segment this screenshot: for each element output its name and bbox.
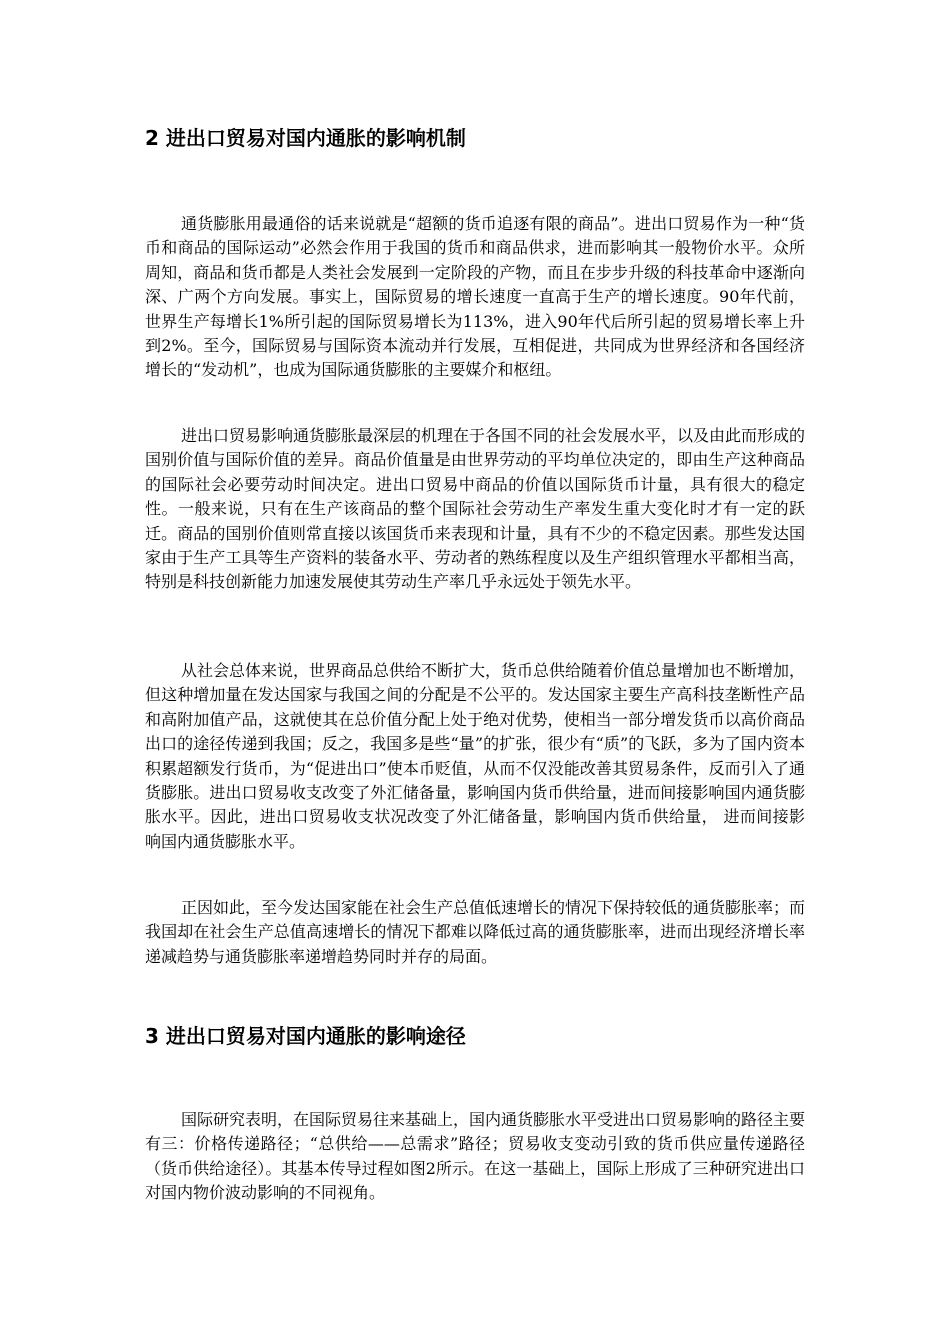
section-2-paragraph-4: 正因如此，至今发达国家能在社会生产总值低速增长的情况下保持较低的通货膨胀率；而我国却在社会生产总值高速增长的情况下都难以降低过高的通货膨胀率，进而出现经济增长率递减趋势与通货膨胀率递增趋势同时并存的局面。 bbox=[145, 898, 806, 966]
section-heading-2: 2 进出口贸易对国内通胀的影响机制 bbox=[145, 126, 466, 150]
section-2-paragraph-3: 从社会总体来说，世界商品总供给不断扩大，货币总供给随着价值总量增加也不断增加，但这种增加量在发达国家与我国之间的分配是不公平的。发达国家主要生产高科技垄断性产品和高附加值产品，这就使其在总价值分配上处于绝对优势，使相当一部分增发货币以高价商品出口的途径传递到我国；反之，我国多是些“量”的扩张，很少有“质”的飞跃，多为了国内资本积累超额发行货币，为“促进出口”使本币贬值，从而不仅没能改善其贸易条件，反而引入了通货膨胀。进出口贸易收支改变了外汇储备量，影响国内货币供给量，进而间接影响国内通货膨胀水平。因此，进出口贸易收支状况改变了外汇储备量，影响国内货币供给量， 进而间接影响国内通货膨胀水平。 bbox=[145, 661, 806, 851]
section-2-paragraph-2: 进出口贸易影响通货膨胀最深层的机理在于各国不同的社会发展水平，以及由此而形成的国别价值与国际价值的差异。商品价值量是由世界劳动的平均单位决定的，即由生产这种商品的国际社会必要劳动时间决定。进出口贸易中商品的价值以国际货币计量，具有很大的稳定性。一般来说，只有在生产该商品的整个国际社会劳动生产率发生重大变化时才有一定的跃迁。商品的国别价值则常直接以该国货币来表现和计量，具有不少的不稳定因素。那些发达国家由于生产工具等生产资料的装备水平、劳动者的熟练程度以及生产组织管理水平都相当高，特别是科技创新能力加速发展使其劳动生产率几乎永远处于领先水平。 bbox=[145, 426, 806, 592]
section-heading-3: 3 进出口贸易对国内通胀的影响途径 bbox=[145, 1024, 466, 1048]
section-2-paragraph-1: 通货膨胀用最通俗的话来说就是“超额的货币追逐有限的商品”。进出口贸易作为一种“货币和商品的国际运动”必然会作用于我国的货币和商品供求，进而影响其一般物价水平。众所周知，商品和货币都是人类社会发展到一定阶段的产物，而且在步步升级的科技革命中逐渐向深、广两个方向发展。事实上，国际贸易的增长速度一直高于生产的增长速度。90年代前，世界生产每增长1%所引起的国际贸易增长为113%，进入90年代后所引起的贸易增长率上升到2%。至今，国际贸易与国际资本流动并行发展，互相促进，共同成为世界经济和各国经济增长的“发动机”，也成为国际通货膨胀的主要媒介和枢纽。 bbox=[145, 214, 805, 380]
section-3-paragraph-1: 国际研究表明，在国际贸易往来基础上，国内通货膨胀水平受进出口贸易影响的路径主要有三：价格传递路径；“总供给——总需求”路径；贸易收支变动引致的货币供应量传递路径（货币供给途径）。其基本传导过程如图2所示。在这一基础上，国际上形成了三种研究进出口对国内物价波动影响的不同视角。 bbox=[145, 1110, 806, 1203]
